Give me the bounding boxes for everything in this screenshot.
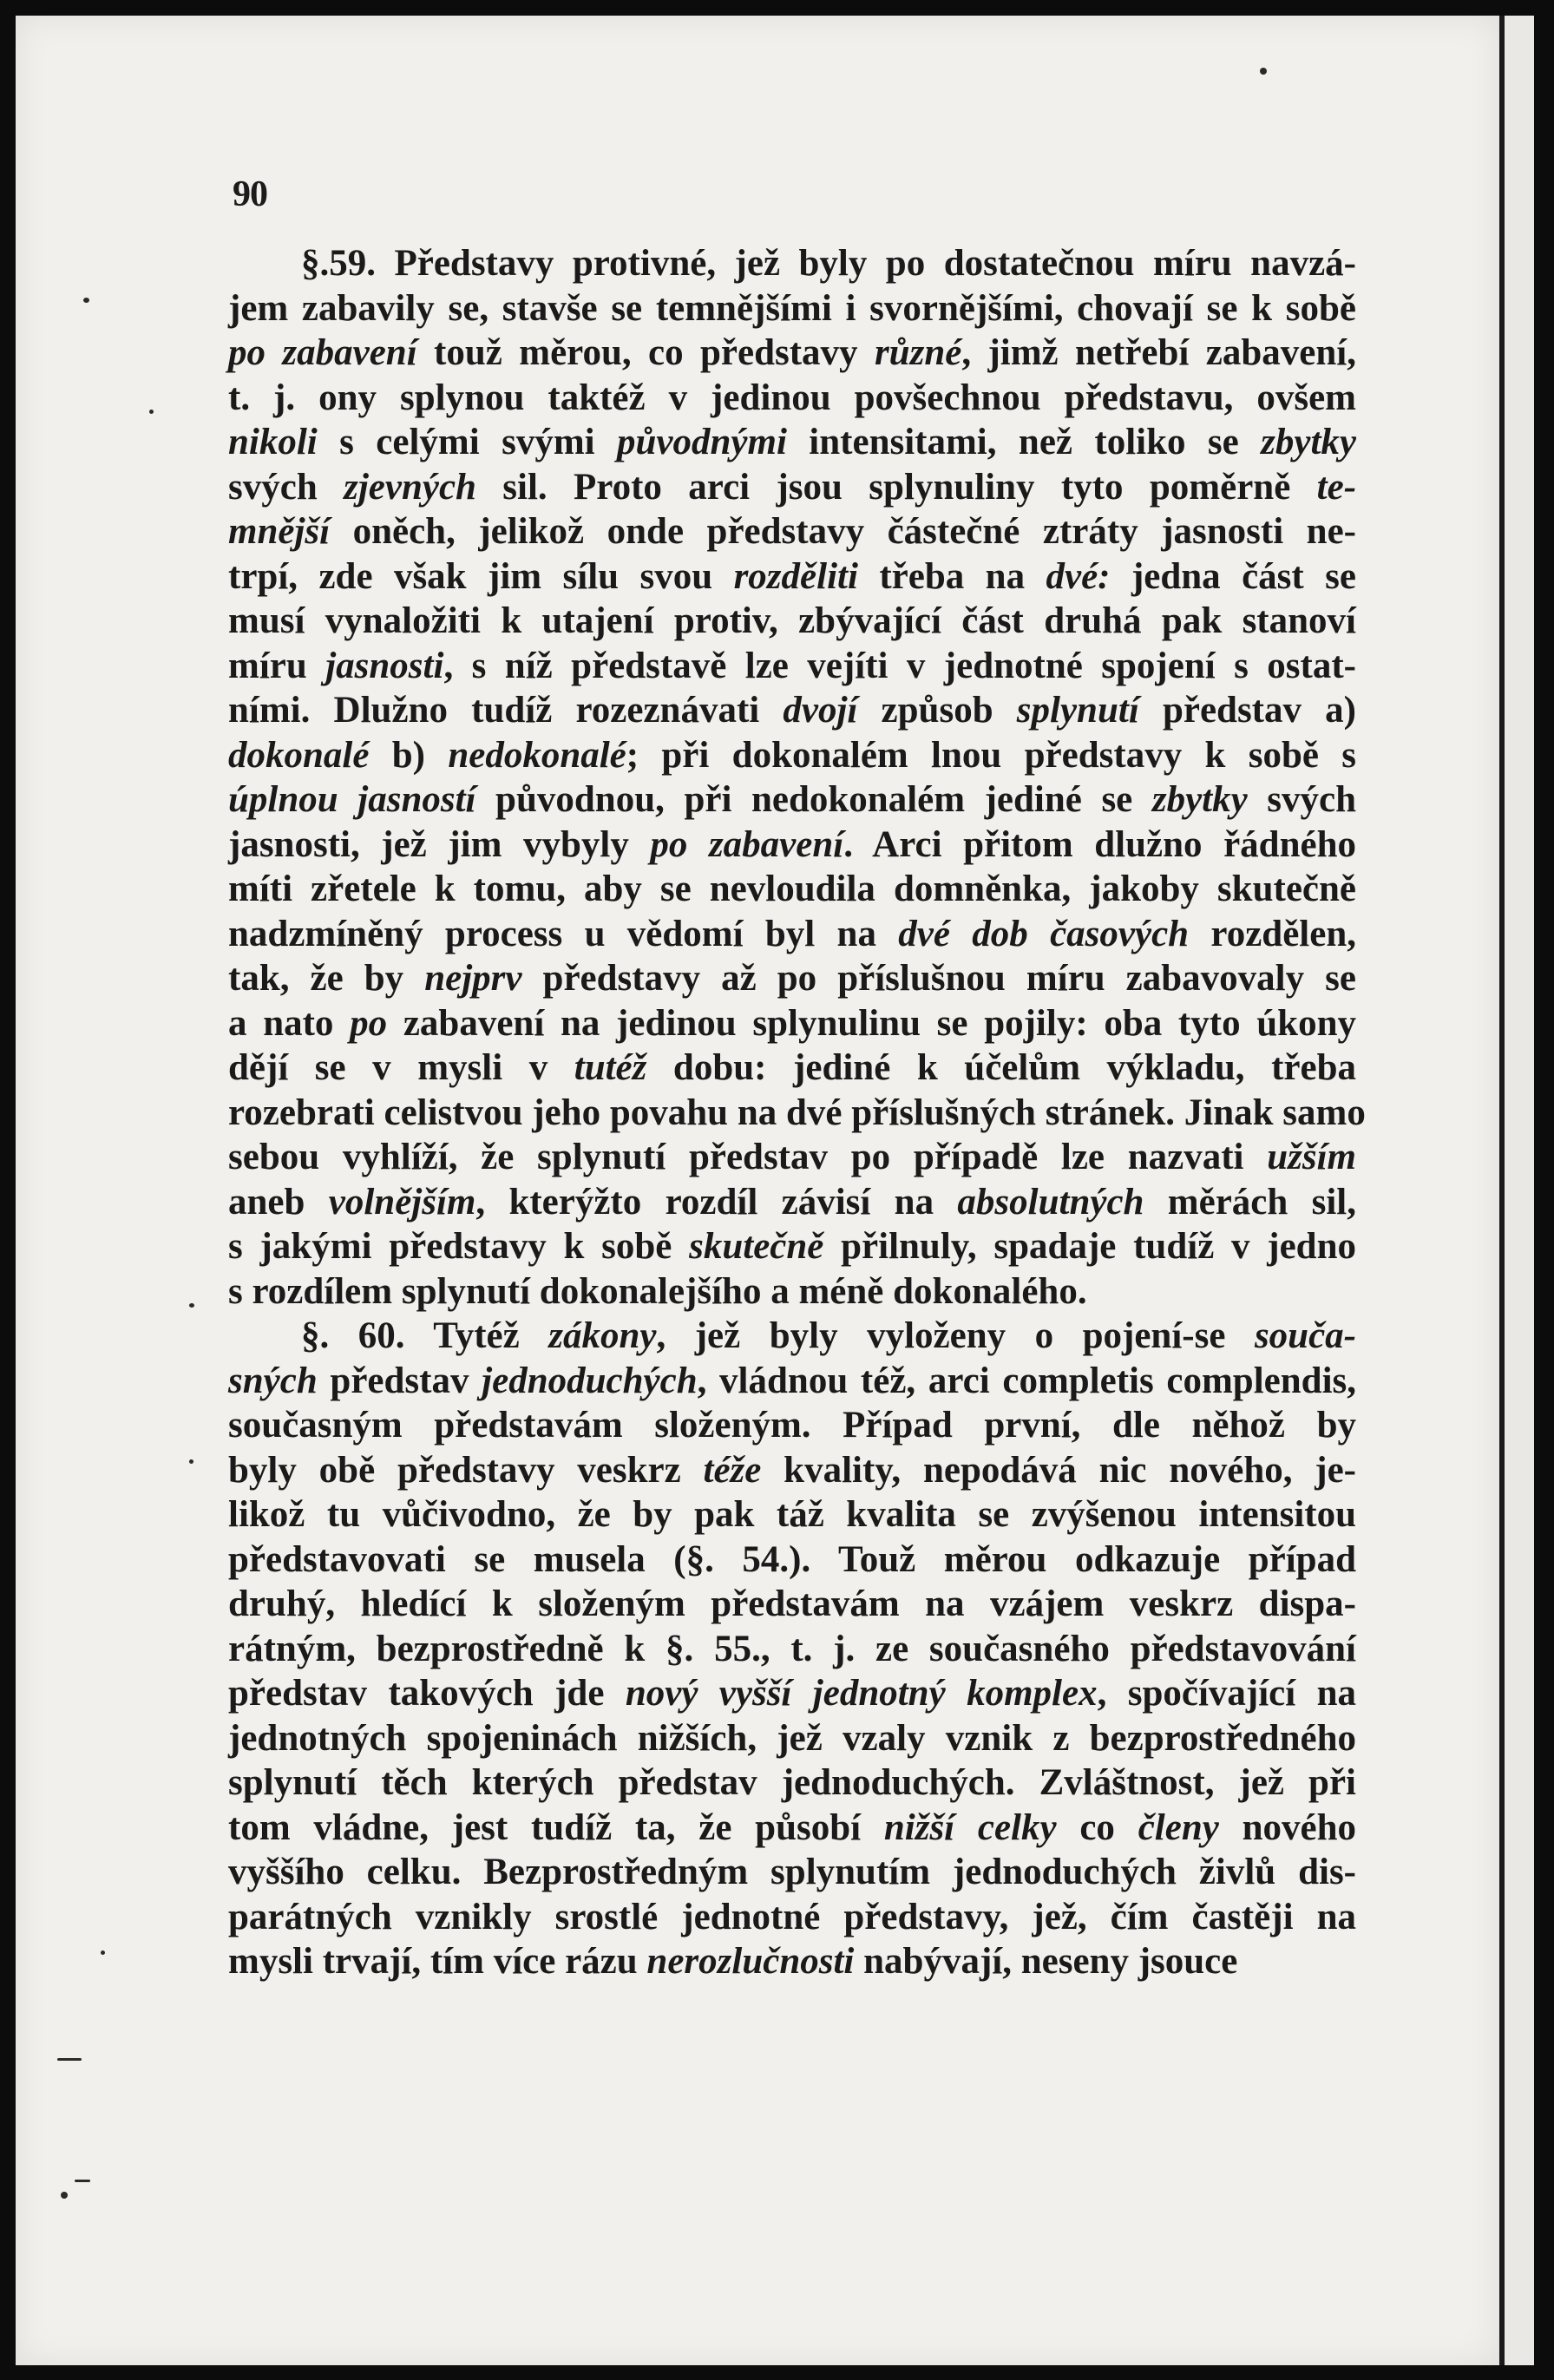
- text-line: [228, 1492, 1356, 1537]
- text-run: třeba na: [857, 555, 1046, 597]
- text-run: kvality, nepodává nic nového, je-: [761, 1449, 1356, 1491]
- italic-phrase: zjevných: [344, 466, 476, 508]
- scan-speck: [1260, 68, 1267, 75]
- text-run: míru: [228, 645, 326, 686]
- text-run: původnou, při nedokonalém jediné se: [475, 779, 1152, 820]
- text-line: [228, 1627, 1356, 1672]
- italic-phrase: zákony: [548, 1315, 657, 1356]
- scan-speck: [189, 1459, 193, 1464]
- italic-phrase: užším: [1267, 1137, 1356, 1177]
- text-run: dějí se v mysli v: [228, 1047, 574, 1088]
- italic-phrase: dvé dob časových: [898, 913, 1190, 954]
- italic-phrase: absolutných: [957, 1181, 1144, 1223]
- text-line: [228, 644, 1356, 689]
- text-run: jednotných spojeninách nižších, jež vzaly vznik z bezprostředného: [228, 1717, 1356, 1759]
- page-number: 90: [233, 174, 267, 214]
- text-run: oněch, jelikož onde představy částečné ztráty jasnosti ne-: [330, 511, 1356, 552]
- text-line: [228, 1760, 1356, 1806]
- text-line: [228, 599, 1356, 644]
- text-run: likož tu vůčivodno, že by pak táž kvalita se zvýšenou intensitou: [228, 1494, 1356, 1535]
- italic-phrase: souča-: [1254, 1315, 1356, 1356]
- text-line: [228, 956, 1356, 1001]
- italic-phrase: jasnosti: [325, 645, 444, 686]
- text-run: jem zabavily se, stavše se temnějšími i svornějšími, chovají se k sobě: [228, 287, 1356, 329]
- text-run: ními. Dlužno tudíž rozeznávati: [228, 690, 784, 731]
- text-run: intensitami, než toliko se: [786, 422, 1262, 462]
- text-run: , jimž netřebí zabavení,: [961, 332, 1356, 373]
- scan-speck: [75, 2180, 90, 2182]
- italic-phrase: po: [350, 1002, 388, 1044]
- text-line: [228, 823, 1356, 868]
- italic-phrase: skutečně: [689, 1226, 824, 1267]
- text-run: , spočívající na: [1097, 1673, 1357, 1714]
- italic-phrase: nikoli: [228, 422, 318, 462]
- scan-speck: [149, 410, 154, 414]
- scan-speck: [83, 298, 89, 303]
- italic-phrase: mnější: [228, 511, 331, 552]
- text-run: mysli trvají, tím více rázu: [228, 1941, 647, 1982]
- italic-phrase: různé: [874, 332, 962, 373]
- text-run: svých: [1247, 779, 1357, 820]
- text-run: §.59. Představy protivné, jež byly po dostatečnou míru navzá-: [301, 243, 1356, 284]
- text-line: [228, 1939, 1356, 1984]
- italic-phrase: zbytky: [1151, 779, 1248, 820]
- text-run: tom vládne, jest tudíž ta, že působí: [228, 1806, 884, 1848]
- text-run: rátným, bezprostředně k §. 55., t. j. ze současného představování: [228, 1628, 1356, 1669]
- text-run: dobu: jediné k účelům výkladu, třeba: [646, 1047, 1356, 1088]
- italic-phrase: úplnou jasností: [228, 779, 476, 820]
- text-line: [228, 509, 1356, 554]
- text-line: [228, 1403, 1356, 1448]
- italic-phrase: jednoduchých: [482, 1360, 698, 1401]
- italic-phrase: nedokonalé: [448, 734, 626, 776]
- text-run: jedna část se: [1110, 555, 1356, 597]
- text-run: , jež byly vyloženy o pojení-se: [656, 1315, 1255, 1356]
- italic-phrase: členy: [1138, 1806, 1219, 1848]
- text-line: [228, 1671, 1356, 1716]
- scan-speck: [101, 1951, 105, 1955]
- text-run: sebou vyhlíží, že splynutí představ po případě lze nazvati: [228, 1137, 1268, 1177]
- text-run: , kterýžto rozdíl závisí na: [475, 1181, 958, 1223]
- italic-phrase: nerozlučnosti: [646, 1941, 855, 1982]
- text-line: [228, 867, 1356, 912]
- text-run: nabývají, neseny jsouce: [854, 1941, 1238, 1982]
- text-run: vyššího celku. Bezprostředným splynutím jednoduchých živlů dis-: [228, 1852, 1356, 1892]
- text-run: co: [1056, 1806, 1138, 1848]
- text-run: parátných vznikly srostlé jednotné představy, jež, čím častěji na: [228, 1896, 1356, 1937]
- text-run: , vládnou též, arci completis complendis,: [697, 1360, 1356, 1401]
- text-run: představovati se musela (§. 54.). Touž měrou odkazuje případ: [228, 1538, 1356, 1580]
- text-run: představ a): [1138, 690, 1356, 731]
- italic-phrase: nejprv: [424, 958, 522, 999]
- text-run: rozebrati celistvou jeho povahu na dvé příslušných stránek. Jinak samo: [228, 1092, 1366, 1133]
- text-line: [228, 1135, 1356, 1180]
- text-run: způsob: [857, 690, 1017, 731]
- text-run: svých: [228, 466, 344, 508]
- facing-page-edge: [1499, 16, 1534, 2365]
- text-run: zabavení na jedinou splynulinu se pojily: oba tyto úkony: [387, 1002, 1357, 1044]
- text-line: [228, 1806, 1356, 1851]
- text-line: [228, 1046, 1356, 1091]
- text-run: tak, že by: [228, 958, 425, 999]
- text-run: s rozdílem splynutí dokonalejšího a méně dokonalého.: [228, 1270, 1087, 1312]
- italic-phrase: rozděliti: [733, 555, 858, 597]
- text-run: nového: [1218, 1806, 1356, 1848]
- text-run: představ takových jde: [228, 1673, 626, 1714]
- text-run: touž měrou, co představy: [416, 332, 875, 373]
- text-run: musí vynaložiti k utajení protiv, zbývající část druhá pak stanoví: [228, 600, 1356, 641]
- text-run: . Arci přitom dlužno řádného: [843, 823, 1356, 865]
- italic-phrase: původnými: [617, 422, 787, 462]
- text-run: ; při dokonalém lnou představy k sobě s: [626, 734, 1357, 776]
- text-run: splynutí těch kterých představ jednoduchých. Zvláštnost, jež při: [228, 1762, 1356, 1803]
- italic-phrase: dvojí: [783, 690, 858, 731]
- text-line: [228, 420, 1356, 465]
- italic-phrase: splynutí: [1016, 690, 1139, 731]
- text-run: aneb: [228, 1181, 329, 1223]
- text-run: představy až po příslušnou míru zabavovaly se: [521, 958, 1356, 999]
- italic-phrase: volnějším: [328, 1181, 476, 1223]
- text-run: b): [369, 734, 449, 776]
- text-line: [228, 1314, 1356, 1359]
- text-run: rozdělen,: [1189, 913, 1356, 954]
- text-run: nadzmíněný process u vědomí byl na: [228, 913, 899, 954]
- text-run: současným představám složeným. Případ první, dle něhož by: [228, 1405, 1356, 1446]
- text-line: [228, 733, 1356, 778]
- italic-phrase: dokonalé: [228, 734, 370, 776]
- italic-phrase: tutéž: [574, 1047, 647, 1088]
- text-line: [228, 912, 1356, 957]
- scan-speck: [61, 2192, 68, 2199]
- text-line: [228, 286, 1356, 331]
- text-line: [228, 554, 1356, 600]
- text-line: [228, 1448, 1356, 1493]
- italic-phrase: sných: [228, 1360, 318, 1401]
- italic-phrase: dvé:: [1046, 555, 1111, 597]
- italic-phrase: nový vyšší jednotný komplex: [625, 1673, 1098, 1714]
- text-run: s celými svými: [317, 422, 617, 462]
- text-line: [228, 1537, 1356, 1583]
- italic-phrase: zbytky: [1261, 422, 1356, 462]
- text-run: , s níž představě lze vejíti v jednotné spojení s ostat-: [443, 645, 1356, 686]
- text-line: [228, 1091, 1366, 1136]
- text-line: [228, 1850, 1356, 1895]
- text-run: sil. Proto arci jsou splynuliny tyto poměrně: [475, 466, 1317, 508]
- text-line: [228, 241, 1356, 286]
- text-run: s jakými představy k sobě: [228, 1226, 690, 1267]
- text-line: [228, 1895, 1356, 1940]
- text-run: druhý, hledící k složeným představám na vzájem veskrz dispa-: [228, 1583, 1356, 1624]
- text-line: [228, 1359, 1356, 1404]
- italic-phrase: te-: [1316, 466, 1357, 508]
- text-run: t. j. ony splynou taktéž v jedinou povšechnou představu, ovšem: [228, 377, 1356, 418]
- text-run: měrách sil,: [1144, 1181, 1357, 1223]
- italic-phrase: po zabavení: [228, 332, 417, 373]
- text-run: míti zřetele k tomu, aby se nevloudila domněnka, jakoby skutečně: [228, 869, 1356, 909]
- text-run: trpí, zde však jim sílu svou: [228, 555, 734, 597]
- scan-speck: [57, 2058, 82, 2061]
- text-run: představ: [317, 1360, 482, 1401]
- text-line: [228, 777, 1356, 823]
- text-line: [228, 331, 1356, 376]
- text-run: byly obě představy veskrz: [228, 1449, 704, 1491]
- text-line: [228, 1001, 1356, 1046]
- text-line: [228, 465, 1356, 510]
- text-line: [228, 1269, 1356, 1315]
- scan-speck: [189, 1303, 194, 1308]
- italic-phrase: nižší celky: [883, 1806, 1057, 1848]
- text-line: [228, 1582, 1356, 1627]
- text-run: jasnosti, jež jim vybyly: [228, 823, 651, 865]
- italic-phrase: téže: [703, 1449, 762, 1491]
- italic-phrase: po zabavení: [650, 823, 844, 865]
- text-run: přilnuly, spadaje tudíž v jedno: [823, 1226, 1356, 1267]
- text-line: [228, 1224, 1356, 1269]
- text-run: a nato: [228, 1002, 351, 1044]
- text-line: [228, 376, 1356, 421]
- text-line: [228, 1180, 1356, 1225]
- text-line: [228, 688, 1356, 733]
- text-line: [228, 1716, 1356, 1761]
- text-run: §. 60. Tytéž: [301, 1315, 549, 1356]
- body-text: [228, 241, 1366, 1984]
